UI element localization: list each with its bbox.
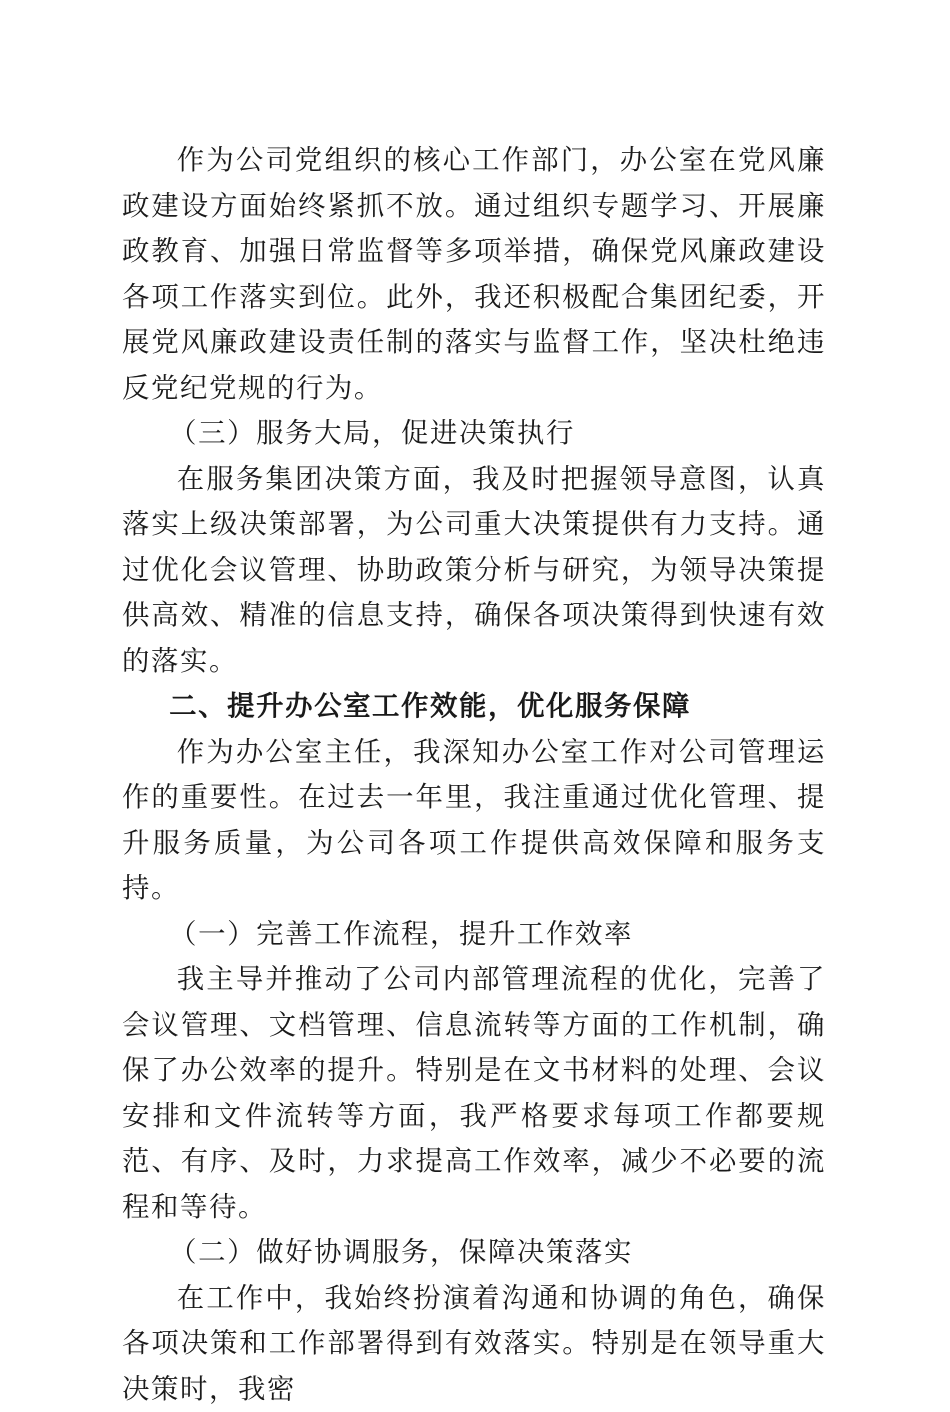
section-heading-office-efficiency: 二、提升办公室工作效能，优化服务保障 xyxy=(122,684,826,730)
document-body xyxy=(122,138,826,1412)
paragraph-office-director: 作为办公室主任，我深知办公室工作对公司管理运作的重要性。在过去一年里，我注重通过优化管理、提升服务质量，为公司各项工作提供高效保障和服务支持。 xyxy=(122,730,826,912)
subheading-serve-overall-situation: （三）服务大局，促进决策执行 xyxy=(122,411,826,457)
paragraph-workflow-optimization: 我主导并推动了公司内部管理流程的优化，完善了会议管理、文档管理、信息流转等方面的工作机制，确保了办公效率的提升。特别是在文书材料的处理、会议安排和文件流转等方面，我严格要求每项工作都要规范、有序、及时，力求提高工作效率，减少不必要的流程和等待。 xyxy=(122,957,826,1230)
subheading-coordination-service: （二）做好协调服务，保障决策落实 xyxy=(122,1230,826,1276)
paragraph-coordination-role: 在工作中，我始终扮演着沟通和协调的角色，确保各项决策和工作部署得到有效落实。特别是在领导重大决策时，我密 xyxy=(122,1276,826,1412)
subheading-improve-workflow: （一）完善工作流程，提升工作效率 xyxy=(122,912,826,958)
paragraph-serve-decisions: 在服务集团决策方面，我及时把握领导意图，认真落实上级决策部署，为公司重大决策提供有力支持。通过优化会议管理、协助政策分析与研究，为领导决策提供高效、精准的信息支持，确保各项决策得到快速有效的落实。 xyxy=(122,457,826,685)
paragraph-party-discipline: 作为公司党组织的核心工作部门，办公室在党风廉政建设方面始终紧抓不放。通过组织专题学习、开展廉政教育、加强日常监督等多项举措，确保党风廉政建设各项工作落实到位。此外，我还积极配合集团纪委，开展党风廉政建设责任制的落实与监督工作，坚决杜绝违反党纪党规的行为。 xyxy=(122,138,826,411)
